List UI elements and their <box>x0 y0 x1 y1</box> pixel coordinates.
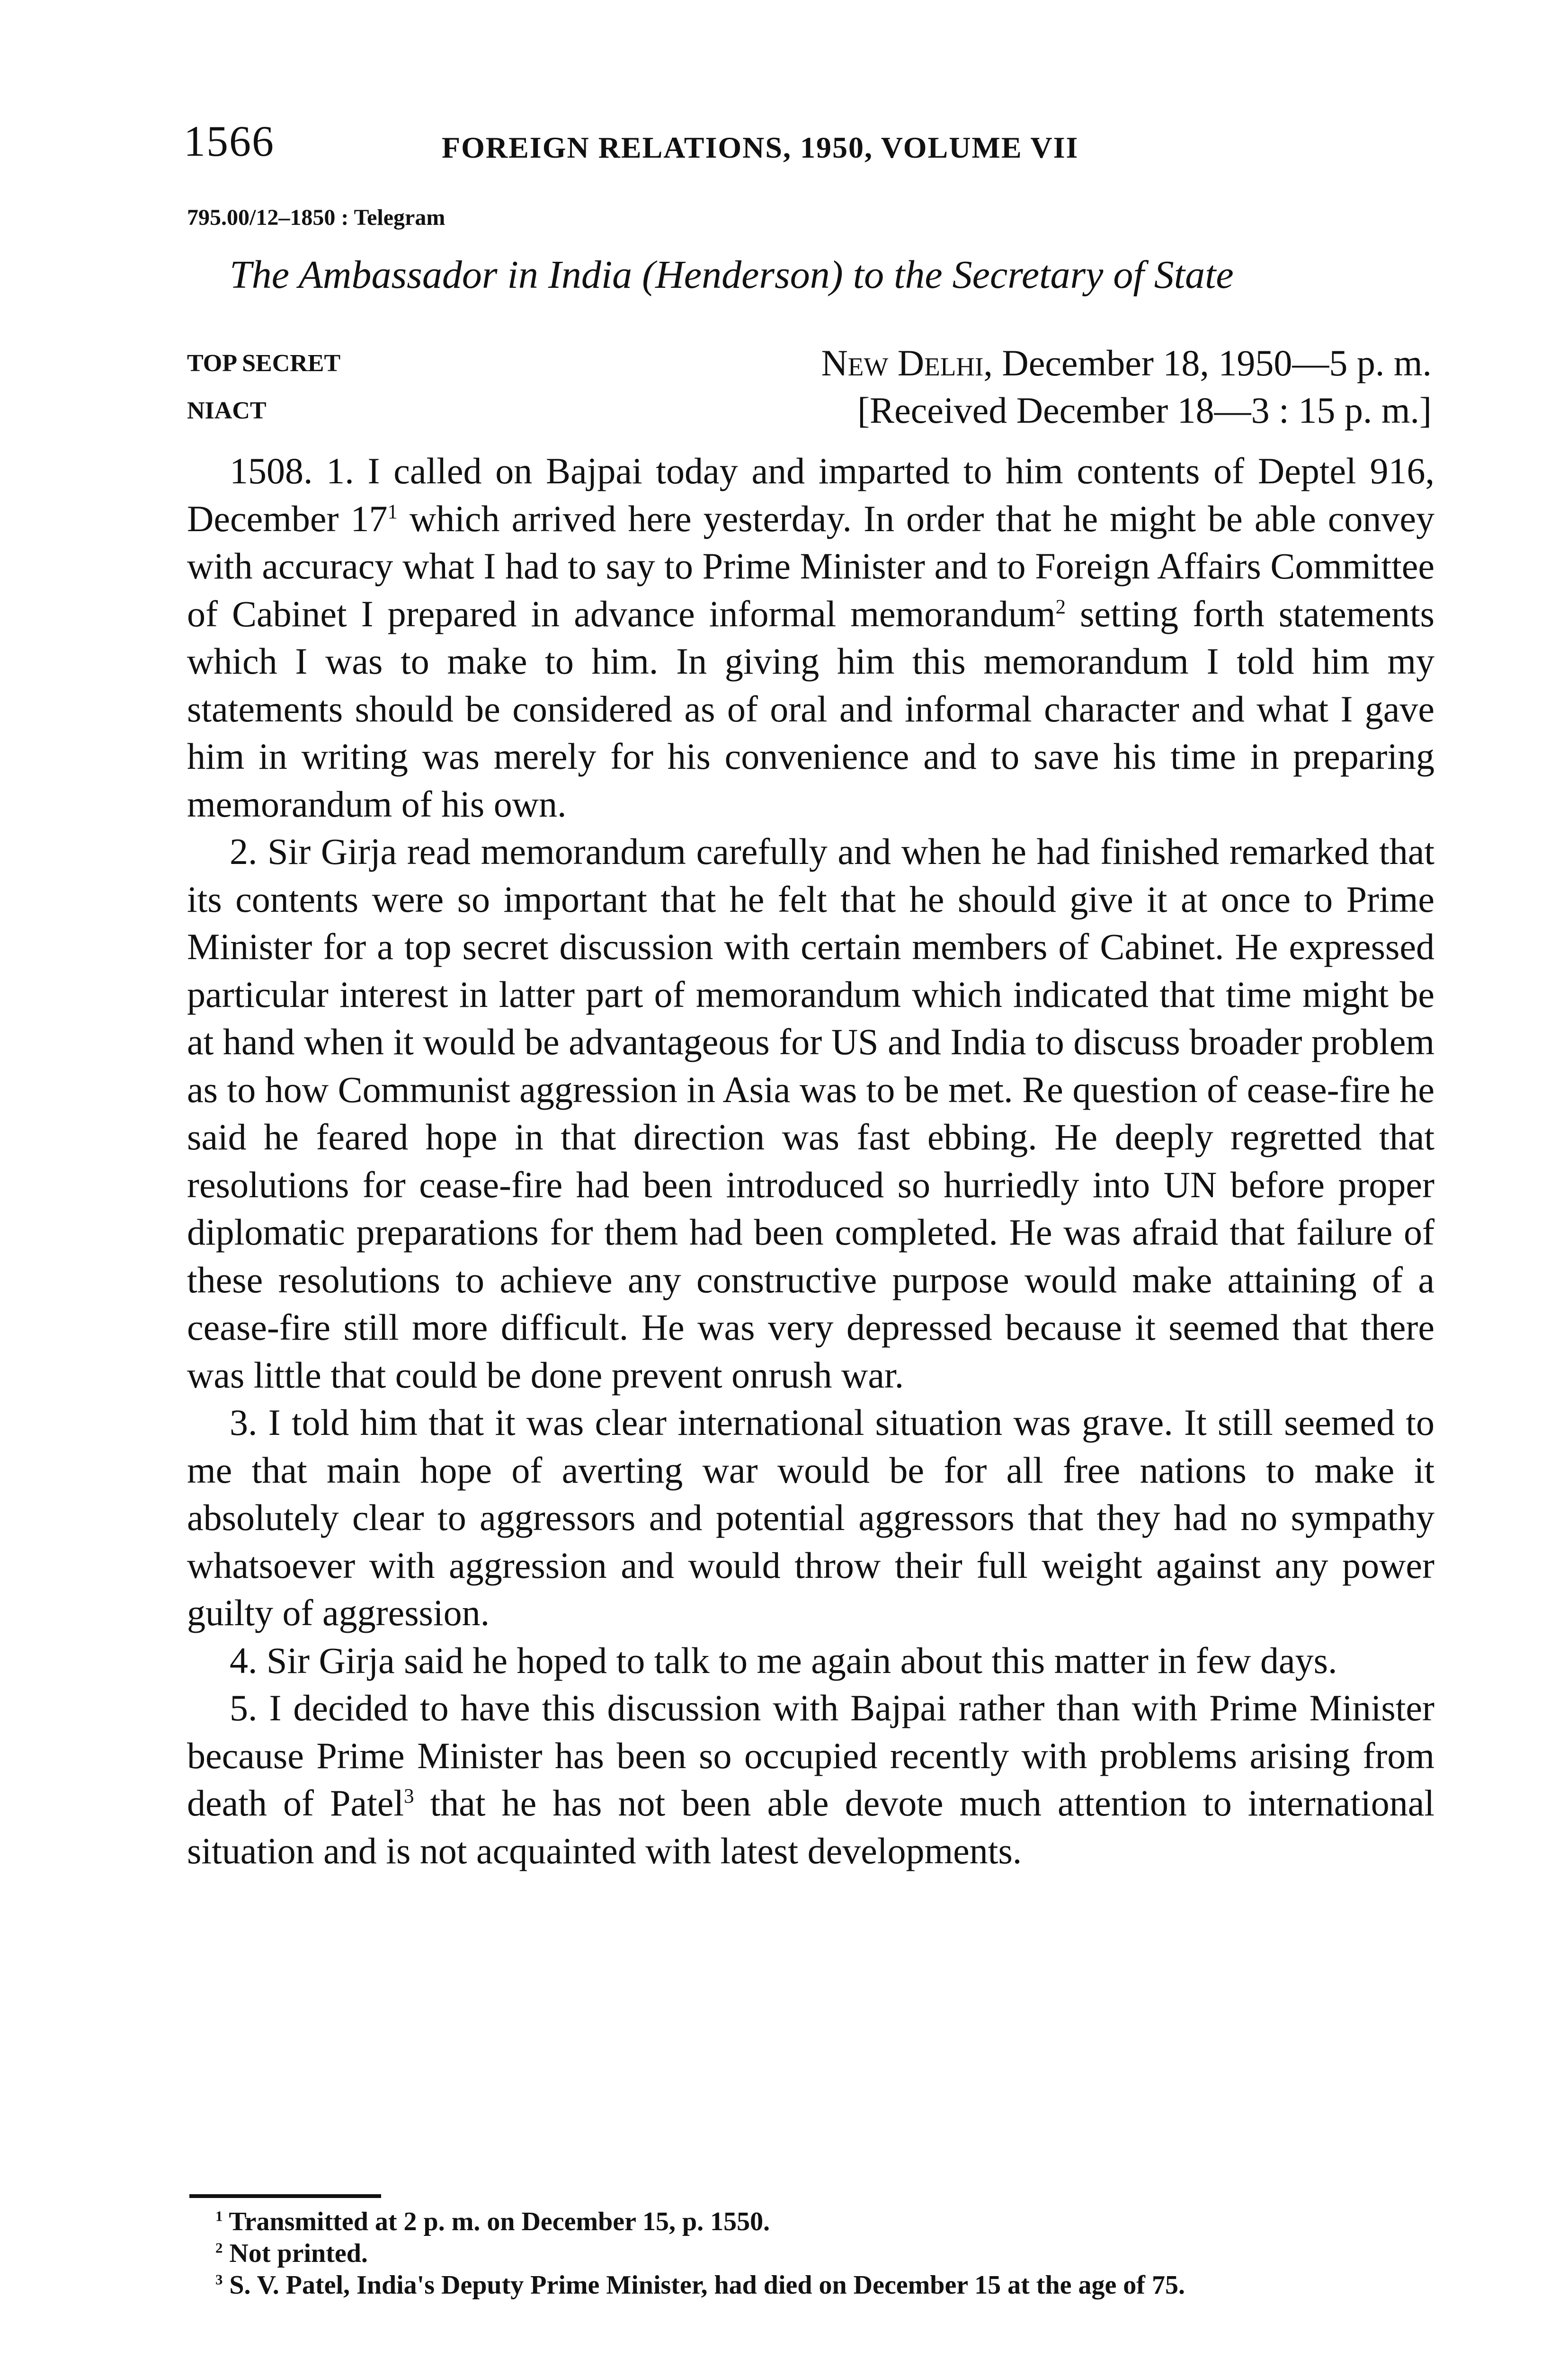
document-title: The Ambassador in India (Henderson) to the Secretary of State <box>230 253 1234 297</box>
footnote-ref-3: 3 <box>404 1785 414 1807</box>
dateline-place: New Delhi <box>821 342 984 383</box>
footnote-2: $^2$ Not printed. <box>215 2239 368 2268</box>
paragraph-1: 1508. 1. I called on Bajpai today and imparted to him contents of Deptel 916, December $17^1$ which arrived here yesterday. In order that he might be able convey with accuracy what I had to say to Prime Minister and to Foreign Affairs Committee of Cabinet I prepared in advance informal memorandum$^2$ setting forth statements which I was to make to him. In giving him this memorandum I told him my statements should be considered as of oral and informal character and what I gave him in writing was merely for his convenience and to save his time in preparing memorandum of his own. <box>187 450 1434 825</box>
running-head: FOREIGN RELATIONS, 1950, VOLUME VII <box>442 131 1079 164</box>
paragraph-4: 4. Sir Girja said he hoped to talk to me again about this matter in few days. <box>230 1639 1337 1681</box>
dateline <box>821 342 1432 384</box>
footnotes <box>187 2206 1434 2301</box>
footnote-ref-1: 1 <box>387 500 398 523</box>
precedence: NIACT <box>187 397 267 424</box>
paragraph-5: 5. I decided to have this discussion with Bajpai rather than with Prime Minister because Prime Minister has been so occupied recently with problems arising from death of Patel$^3$ that he has not been able devote much attention to international situation and is not acquainted with latest developments. <box>187 1687 1434 1871</box>
footnote-3: $^3$ S. V. Patel, India's Deputy Prime Minister, had died on December 15 at the age of 75. <box>215 2270 1185 2300</box>
page-number: 1566 <box>184 117 275 165</box>
received-line: [Received December 18—3 : 15 p. m.] <box>857 390 1432 431</box>
dateline-date: , December 18, 1950—5 p. m. <box>983 342 1432 383</box>
footnote-rule <box>189 2194 381 2198</box>
footnote-ref-2: 2 <box>1055 596 1066 618</box>
file-reference: 795.00/12–1850 : Telegram <box>187 205 445 230</box>
classification: TOP SECRET <box>187 350 341 377</box>
page-header <box>184 116 1434 173</box>
paragraph-3: 3. I told him that it was clear international situation was grave. It still seemed to me that main hope of averting war would be for all free nations to make it absolutely clear to aggressors and potential aggressors that they had no sympathy whatsoever with aggression and would throw their full weight against any power guilty of aggression. <box>187 1402 1434 1633</box>
telegram-body <box>187 447 1434 1875</box>
footnote-1: $^1$ Transmitted at 2 p. m. on December 15, p. 1550. <box>215 2207 770 2236</box>
paragraph-2: 2. Sir Girja read memorandum carefully and when he had finished remarked that its contents were so important that he felt that he should give it at once to Prime Minister for a top secret discussion with certain members of Cabinet. He expressed particular interest in latter part of memorandum which indicated that time might be at hand when it would be advantageous for US and India to discuss broader problem as to how Communist aggression in Asia was to be met. Re question of cease-fire he said he feared hope in that direction was fast ebbing. He deeply regretted that resolutions for cease-fire had been introduced so hurriedly into UN before proper diplomatic preparations for them had been completed. He was afraid that failure of these resolutions to achieve any constructive purpose would make attaining of a cease-fire still more difficult. He was very depressed because it seemed that there was little that could be done prevent onrush war. <box>187 831 1434 1396</box>
